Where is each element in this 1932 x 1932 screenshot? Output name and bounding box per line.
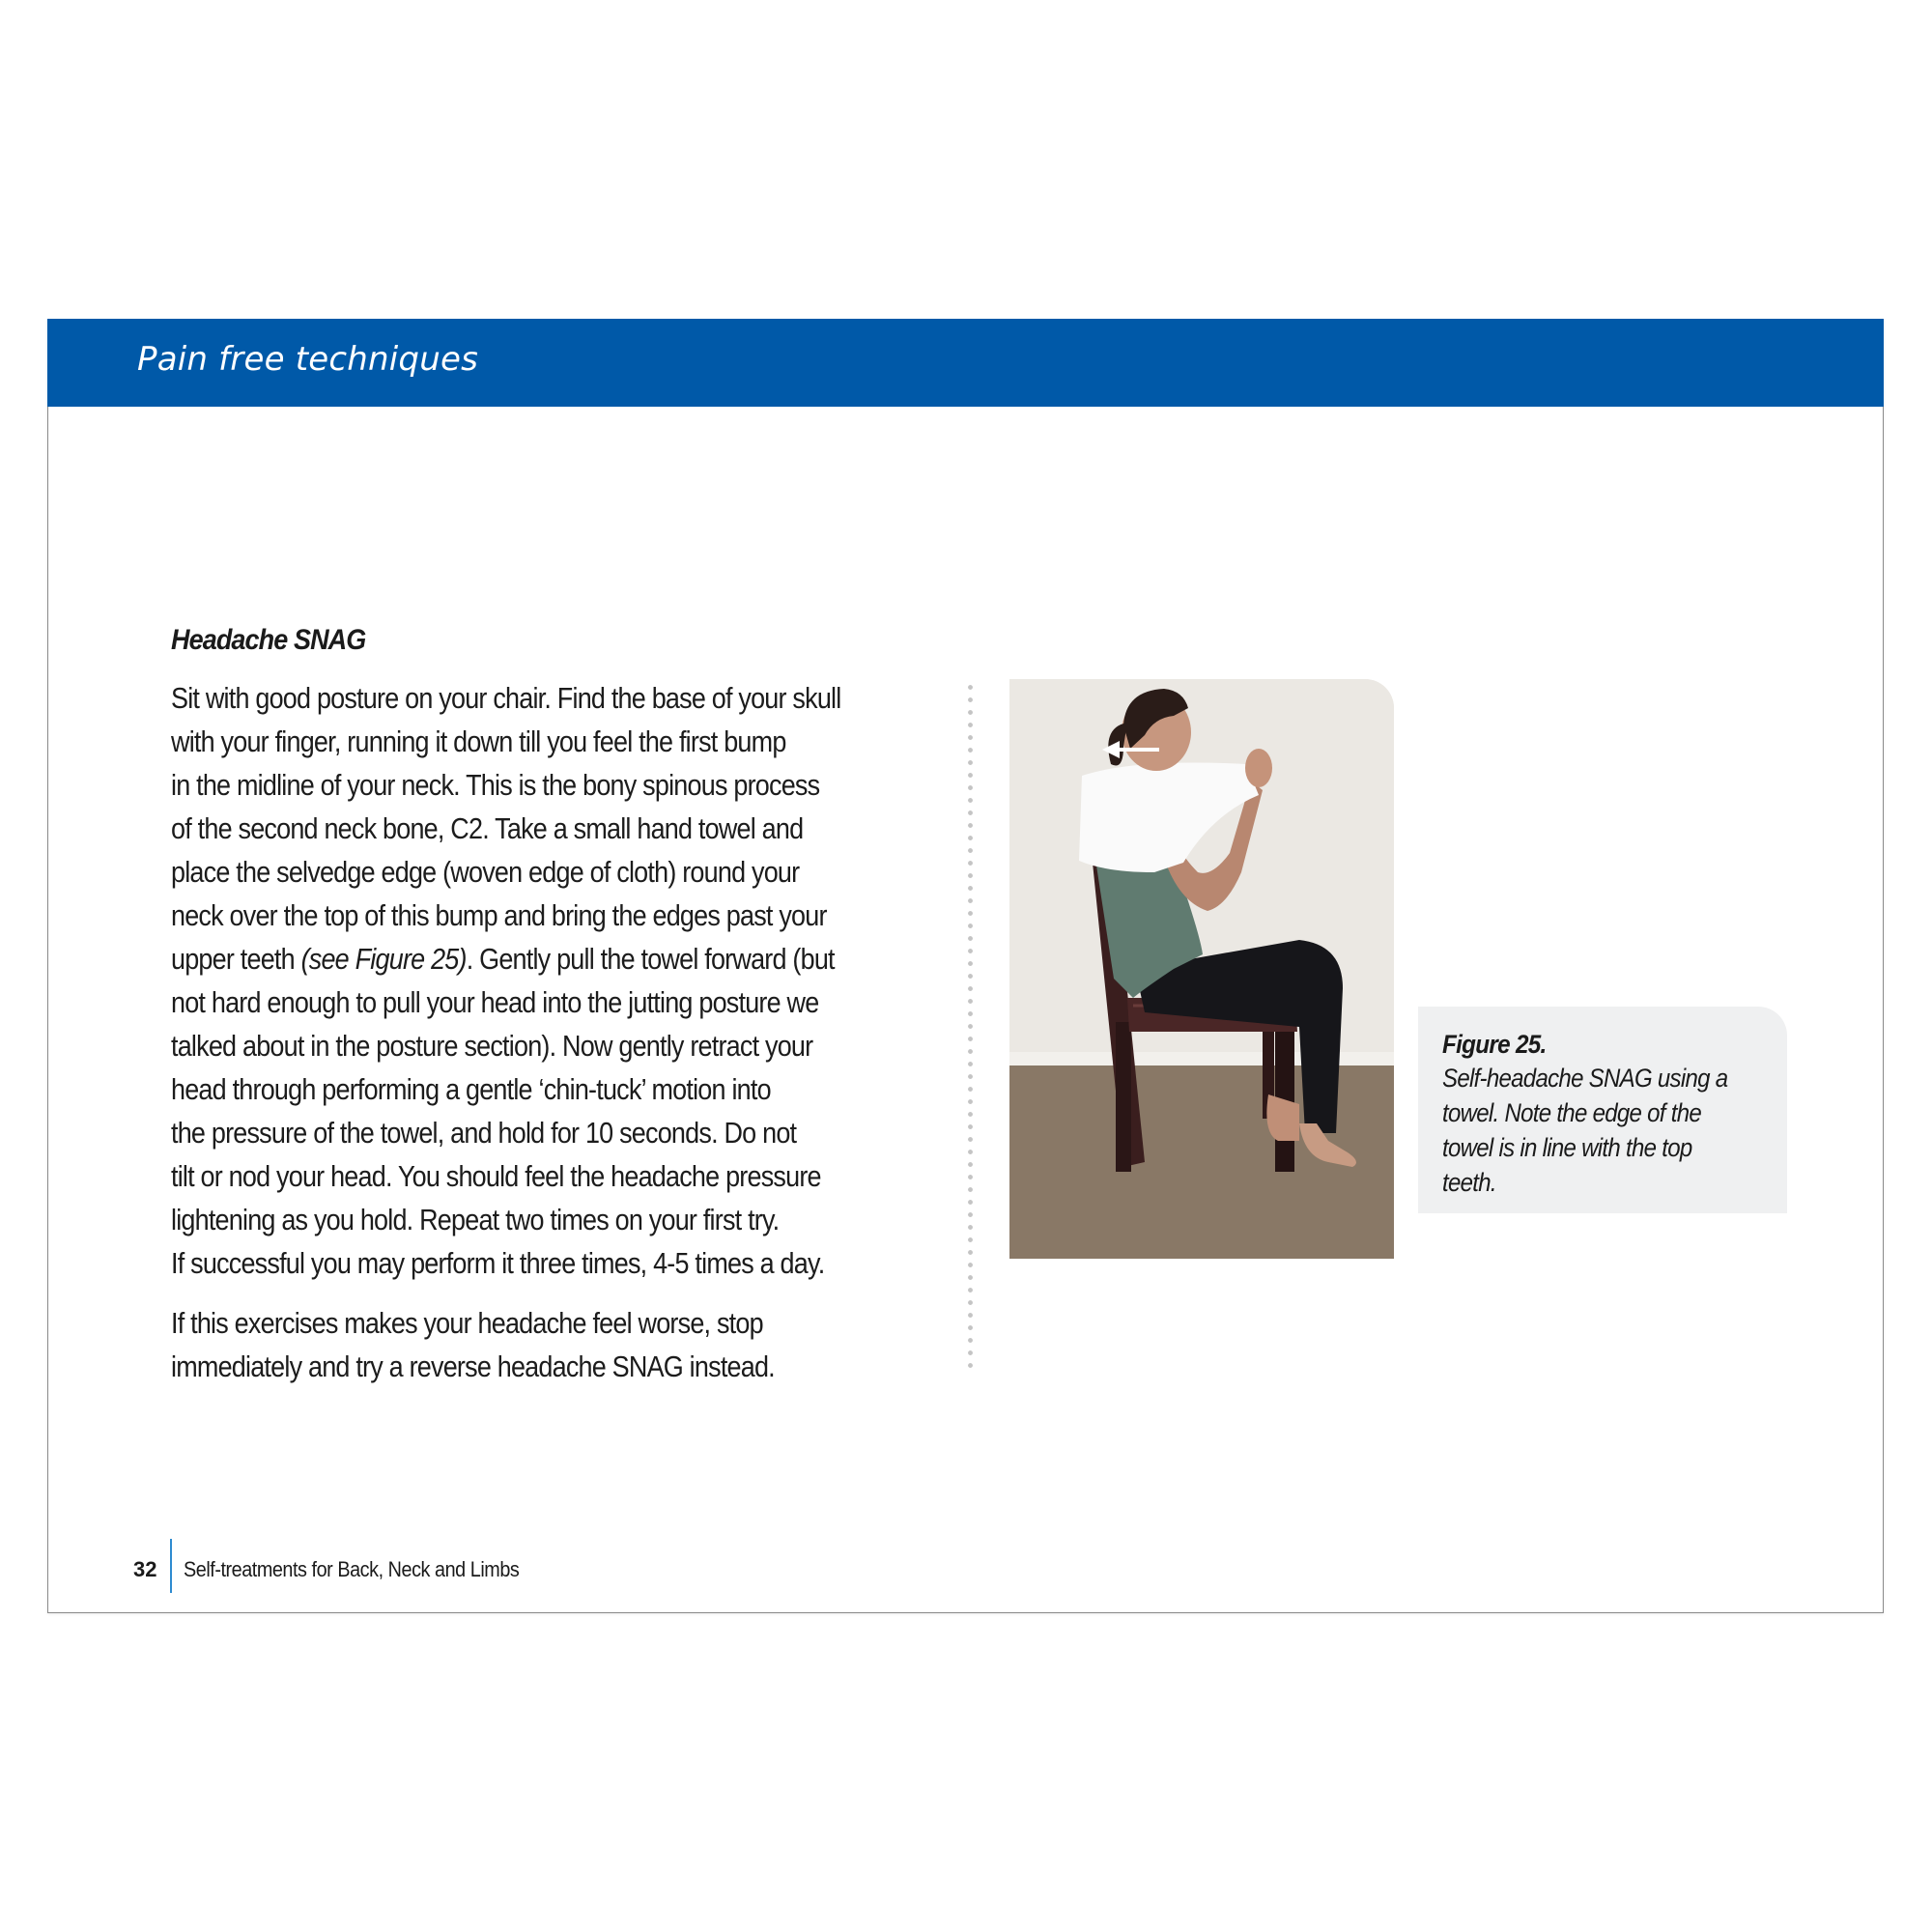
figure-caption [1418,1007,1787,1213]
figure-photo [1009,679,1394,1259]
body-text-fragment: upper teeth [171,942,301,976]
body-line: tilt or nod your head. You should feel the headache pressure [171,1159,821,1193]
body-line [171,937,927,980]
book-title: Self-treatments for Back, Neck and Limbs [184,1557,520,1581]
caption-title: Figure 25. [1442,1030,1547,1059]
figure-reference: (see Figure 25) [300,942,467,976]
article-heading: Headache SNAG [171,624,366,656]
article-body [171,676,927,1388]
caption-line: teeth. [1442,1168,1496,1197]
seated-woman-towel-illustration [1009,679,1394,1259]
body-text-fragment: . Gently pull the towel forward (but [466,942,835,976]
body-line: in the midline of your neck. This is the bony spinous process [171,768,820,802]
body-line: the pressure of the towel, and hold for 10 seconds. Do not [171,1116,797,1150]
body-line: place the selvedge edge (woven edge of cloth) round your [171,855,800,889]
body-line: head through performing a gentle ‘chin-tuck’ motion into [171,1072,771,1106]
caption-line: towel. Note the edge of the [1442,1098,1702,1127]
dotted-column-divider [968,681,973,1369]
body-line: neck over the top of this bump and bring the edges past your [171,898,827,932]
footer-divider [170,1539,172,1593]
page-number: 32 [133,1557,157,1581]
body-line: not hard enough to pull your head into the jutting posture we [171,985,819,1019]
body-line: If successful you may perform it three times, 4-5 times a day. [171,1246,825,1280]
body-line: with your finger, running it down till you feel the first bump [171,724,786,758]
body-line: talked about in the posture section). Now gently retract your [171,1029,813,1063]
section-banner [47,319,1884,407]
body-line: lightening as you hold. Repeat two times on your first try. [171,1203,780,1236]
caption-line: Self-headache SNAG using a [1442,1064,1728,1093]
body-line: of the second neck bone, C2. Take a small hand towel and [171,811,804,845]
body-line: immediately and try a reverse headache SNAG instead. [171,1350,775,1383]
caption-line: towel is in line with the top [1442,1133,1692,1162]
section-title: Pain free techniques [137,340,478,379]
caption-text [1442,1061,1741,1200]
body-line: If this exercises makes your headache feel worse, stop [171,1306,763,1340]
body-line: Sit with good posture on your chair. Find the base of your skull [171,681,841,715]
